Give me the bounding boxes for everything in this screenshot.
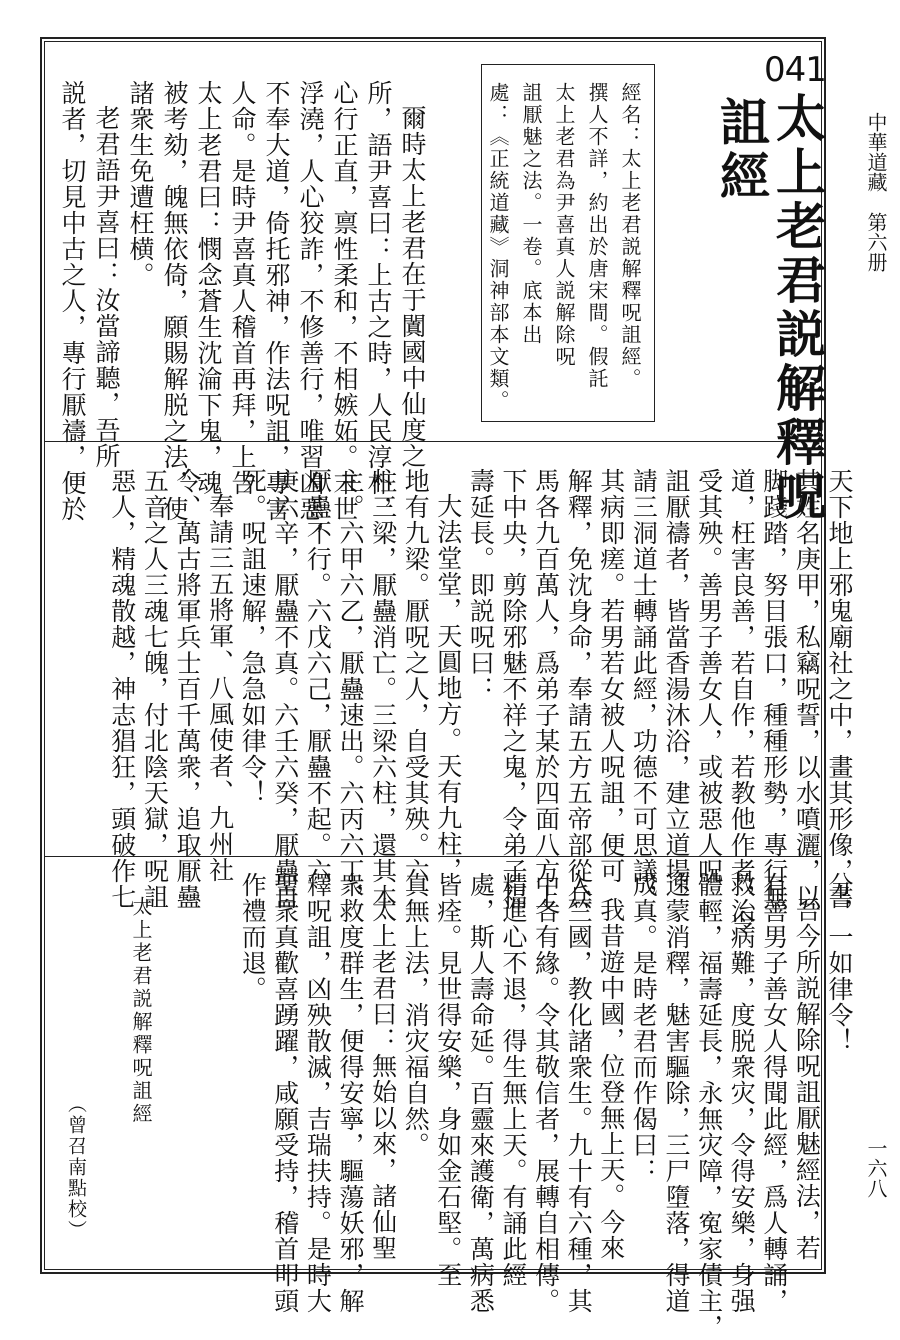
text-column: 救治病難，度脱衆灾，令得安樂，身强 [727,872,757,1314]
collection-name: 中華道藏 [864,112,888,192]
text-column: 厭蠱不行。六戊六己，厭蠱不起。六 [303,468,333,884]
text-column: 作禮而退。 [238,872,268,1002]
text-column: 詛厭禱者，皆當香湯沐浴，建立道場， [662,468,691,910]
text-column: 庚六辛，厭蠱不真。六壬六癸，厭蠱自 [270,468,300,910]
text-column: 所，語尹喜曰：上古之時，人民淳朴， [364,80,393,522]
text-column: 主。六甲六乙，厭蠱速出。六丙六丁， [336,468,365,910]
text-column: 天下地上邪鬼廟社之中，畫其形像，書 [825,468,854,910]
text-column: 人命。是時尹喜真人稽首再拜，上告 [228,80,257,496]
text-column: 爾時太上老君在于闐國中仙度之 [398,105,427,469]
text-column: 地有九梁。厭呪之人，自受其殃。六 [401,468,431,884]
text-column: 中各有緣。令其敬信者，展轉自相傳。 [531,872,561,1314]
text-column: 諸衆生免遭枉横。 [126,80,155,288]
text-column: 解釋，免沈身命，奉請五方五帝部從兵 [564,468,594,910]
text-column: 真無上法，消灾福自然。 [401,872,431,1158]
text-column: 聖衆真歡喜踴躍，咸願受持，稽首叩頭 [270,872,300,1314]
text-column: 五音之人三魂七魄，付北陰天獄，呪詛 [140,468,170,910]
text-column: 大法堂堂，天圓地方。天有九柱， [433,493,463,883]
volume-label: 第六册 [864,212,888,272]
text-column: 其姓名庚甲，私竊呪誓，以水噴灑，以 [792,468,822,910]
text-column: 經名：太上老君説解釋呪詛經。 [618,82,642,390]
text-column: 下中央，剪除邪魅不祥之鬼，令弟子福 [499,468,528,910]
text-column: 壽延長。即説呪曰： [466,468,496,702]
text-column: 衆救度群生，便得安寧，驅蕩妖邪，解 [336,872,365,1314]
text-column: 浮澆，人心狡詐，不修善行，唯習凶惡， [296,80,325,548]
text-column: 死。呪詛速解，急急如律令！ [238,468,268,806]
editor-note: （曾召南點校） [65,1094,87,1241]
title-line-1: 太上老君説解釋呪 [768,92,826,524]
text-column: 處，斯人壽命延。百靈來護衛，萬病悉 [466,872,496,1314]
text-column: 詛厭魅之法。一卷。底本出 [519,82,543,346]
document-number: 041 [764,50,826,90]
text-column: 受其殃。善男子善女人，或被惡人呪 [694,468,724,884]
text-column: 柱三梁，厭蠱消亡。三梁六柱，還其本 [368,468,398,910]
text-column: 惡人，精魂散越，神志猖狂，頭破作七 [107,468,137,910]
text-column: 太上老君曰：憫念蒼生沈淪下鬼，魂 [194,80,223,496]
text-column: 馬各九百萬人，爲弟子某於四面八方上 [531,468,561,910]
text-column: 皆痊。見世得安樂，身如金石堅。至 [433,872,463,1288]
text-column: 請三洞道士轉誦此經，功德不可思議， [629,468,659,910]
text-column: 心行正直，禀性柔和，不相嫉妬。末世 [330,80,359,522]
text-column: 我昔遊中國，位登無上天。今來 [596,897,626,1261]
text-column: 釋呪詛，凶殃散滅，吉瑞扶持。是時大 [303,872,333,1314]
text-column: 老君語尹喜曰：汝當諦聽，吾所 [92,105,121,469]
text-column: 太上老君曰：無始以來，諸仙聖 [368,897,398,1261]
text-column: 分，一如律令！ [825,872,854,1054]
text-column: 其病即瘥。若男若女被人呪詛，便可 [596,468,626,884]
text-column: 道，枉害良善，若自作，若教他作者，令 [727,468,757,936]
colophon-title: 太上老君説解釋呪詛經 [129,896,153,1126]
text-column: 撰人不詳，約出於唐宋間。假託 [585,82,609,390]
text-column: 奉請三五將軍、八風使者、九州社 [205,493,235,883]
text-column: 速蒙消釋，魅害驅除，三尸墮落，得道 [662,872,691,1314]
text-column: 入竺國，教化諸衆生。九十有六種，其 [564,872,594,1314]
title-line-2: 詛經 [712,96,770,204]
text-column: 成真。是時老君而作偈曰： [629,872,659,1184]
text-column: 精進心不退，得生無上天。有誦此經 [499,872,528,1288]
text-column: 有善男子善女人得聞此經，爲人轉誦， [759,872,789,1314]
text-column: 太上老君為尹喜真人説解除呪 [552,82,576,368]
text-column: 説者，切見中古之人，專行厭禱，便於 [58,80,87,522]
text-column: 令、萬古將軍兵士百千萬衆，追取厭蠱 [173,468,202,910]
text-column: 處：《正統道藏》洞神部本文類。 [486,82,510,412]
text-column: 脚踐踏，努目張口，種種形勢，專行無 [759,468,789,910]
text-column: 被考劾，魄無依倚，願賜解脱之法，使 [160,80,189,522]
page-number: 一六八 [864,1138,888,1198]
text-column: 不奉大道，倚托邪神，作法呪詛，專害 [262,80,291,522]
text-column: 體輕，福壽延長，永無灾障，寃家債主， [694,872,724,1340]
text-column: 吾今所説解除呪詛厭魅經法，若 [792,897,822,1261]
